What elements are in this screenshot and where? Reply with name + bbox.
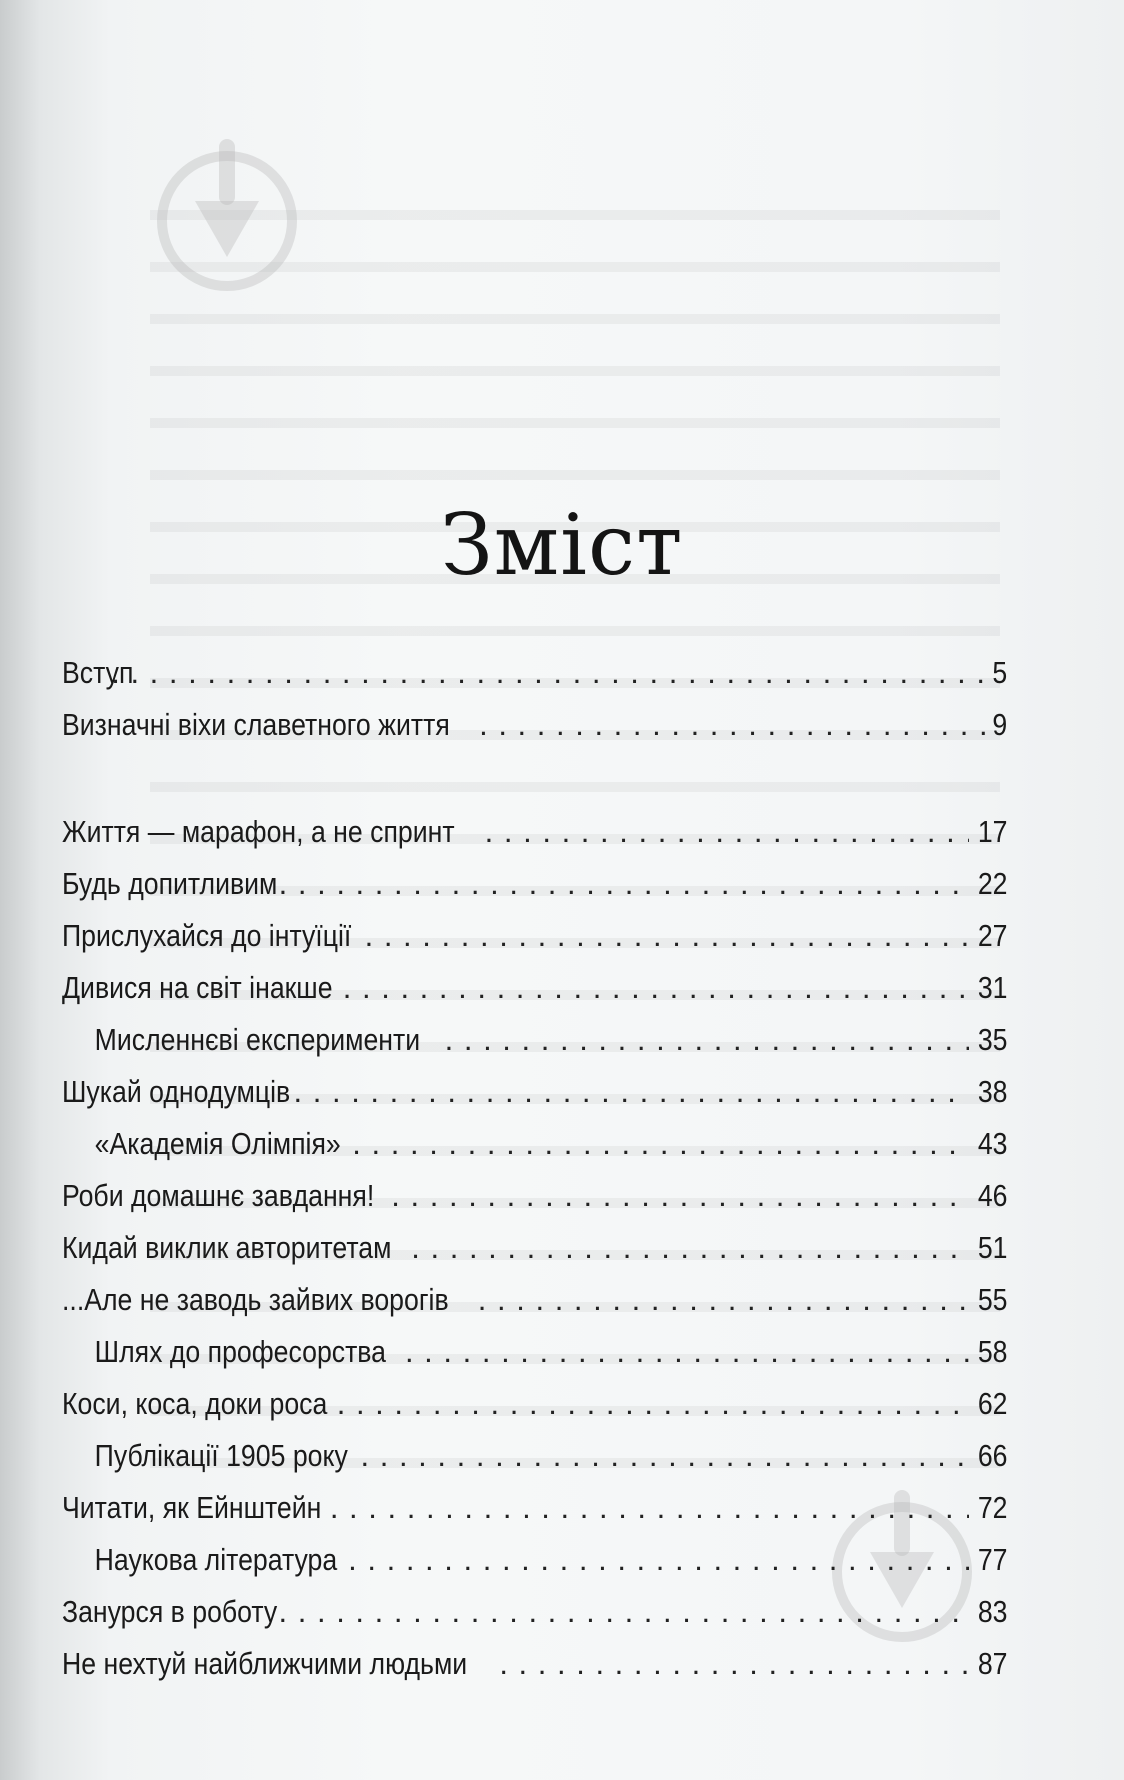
dot-leader	[348, 1542, 968, 1578]
toc-entry-title: Визначні віхи славетного життя	[62, 707, 450, 742]
toc-entry-title: Наукова література	[94, 1542, 338, 1577]
toc-entry-title: Мисленнєві експерименти	[94, 1022, 421, 1057]
toc-entry-title: Шлях до професорства	[94, 1334, 387, 1369]
toc-entry-page: 87	[977, 1646, 1007, 1681]
toc-entry[interactable]	[62, 1490, 1007, 1542]
dot-leader	[445, 1022, 969, 1058]
toc-entry-title: Не нехтуй найближчими людьми	[62, 1646, 468, 1681]
toc-entry[interactable]	[62, 814, 1007, 866]
toc-entry[interactable]	[62, 1126, 1007, 1178]
toc-entry-page: 72	[977, 1490, 1007, 1525]
toc-entry-title: Вступ	[62, 655, 134, 690]
dot-leader	[279, 866, 969, 902]
toc-entry-title: «Академія Олімпія»	[94, 1126, 341, 1161]
dot-leader	[352, 1126, 968, 1162]
dot-leader	[479, 707, 986, 743]
toc-entry[interactable]	[62, 655, 1007, 707]
toc-entry[interactable]	[62, 1230, 1007, 1282]
toc-entry[interactable]	[62, 1594, 1007, 1646]
dot-leader	[337, 1386, 969, 1422]
toc-entry-title: Будь допитливим	[62, 866, 278, 901]
toc-entry-title: Життя — марафон, а не спринт	[62, 814, 455, 849]
toc-entry-page: 62	[977, 1386, 1007, 1421]
toc-entry[interactable]	[62, 1178, 1007, 1230]
toc-entry-page: 77	[977, 1542, 1007, 1577]
toc-entry-page: 9	[992, 707, 1007, 742]
toc-entry-title: Дивися на світ інакше	[62, 970, 333, 1005]
dot-leader	[111, 655, 986, 691]
table-of-contents	[62, 655, 1007, 1698]
toc-entry-page: 83	[977, 1594, 1007, 1629]
toc-entry[interactable]	[62, 1542, 1007, 1594]
dot-leader	[499, 1646, 968, 1682]
toc-entry[interactable]	[62, 1334, 1007, 1386]
dot-leader	[411, 1230, 968, 1266]
dot-leader	[361, 1438, 969, 1474]
dot-leader	[478, 1282, 969, 1318]
toc-entry[interactable]	[62, 1022, 1007, 1074]
toc-entry[interactable]	[62, 707, 1007, 759]
toc-entry-page: 31	[977, 970, 1007, 1005]
toc-entry[interactable]	[62, 1438, 1007, 1490]
toc-entry-page: 38	[977, 1074, 1007, 1109]
toc-entry-title: Публікації 1905 року	[94, 1438, 348, 1473]
toc-entry[interactable]	[62, 866, 1007, 918]
toc-entry-title: ...Але не заводь зайвих ворогів	[62, 1282, 449, 1317]
dot-leader	[343, 970, 969, 1006]
toc-entry-title: Занурся в роботу	[62, 1594, 278, 1629]
toc-entry[interactable]	[62, 1386, 1007, 1438]
toc-entry-page: 5	[992, 655, 1007, 690]
toc-entry-page: 27	[977, 918, 1007, 953]
watermark-icon	[157, 151, 297, 291]
page-title: Зміст	[440, 496, 684, 595]
toc-entry-page: 66	[977, 1438, 1007, 1473]
toc-entry[interactable]	[62, 1282, 1007, 1334]
dot-leader	[405, 1334, 969, 1370]
dot-leader	[279, 1594, 969, 1630]
toc-entry[interactable]	[62, 918, 1007, 970]
toc-entry-title: Кидай виклик авторитетам	[62, 1230, 392, 1265]
dot-leader	[294, 1074, 969, 1110]
toc-entry-page: 35	[977, 1022, 1007, 1057]
toc-entry-page: 55	[977, 1282, 1007, 1317]
toc-entry-page: 43	[977, 1126, 1007, 1161]
toc-entry-page: 17	[977, 814, 1007, 849]
toc-entry-page: 51	[977, 1230, 1007, 1265]
toc-entry-page: 46	[977, 1178, 1007, 1213]
toc-entry-title: Роби домашнє завдання!	[62, 1178, 375, 1213]
toc-entry[interactable]	[62, 970, 1007, 1022]
dot-leader	[485, 814, 969, 850]
toc-entry[interactable]	[62, 1074, 1007, 1126]
toc-entry-title: Прислухайся до інтуїції	[62, 918, 352, 953]
toc-entry-title: Читати, як Ейнштейн	[62, 1490, 322, 1525]
toc-entry-title: Коси, коса, доки роса	[62, 1386, 328, 1421]
dot-leader	[391, 1178, 968, 1214]
dot-leader	[330, 1490, 969, 1526]
dot-leader	[365, 918, 969, 954]
toc-entry[interactable]	[62, 1646, 1007, 1698]
toc-entry-title: Шукай однодумців	[62, 1074, 291, 1109]
toc-entry-page: 22	[977, 866, 1007, 901]
toc-entry-page: 58	[977, 1334, 1007, 1369]
